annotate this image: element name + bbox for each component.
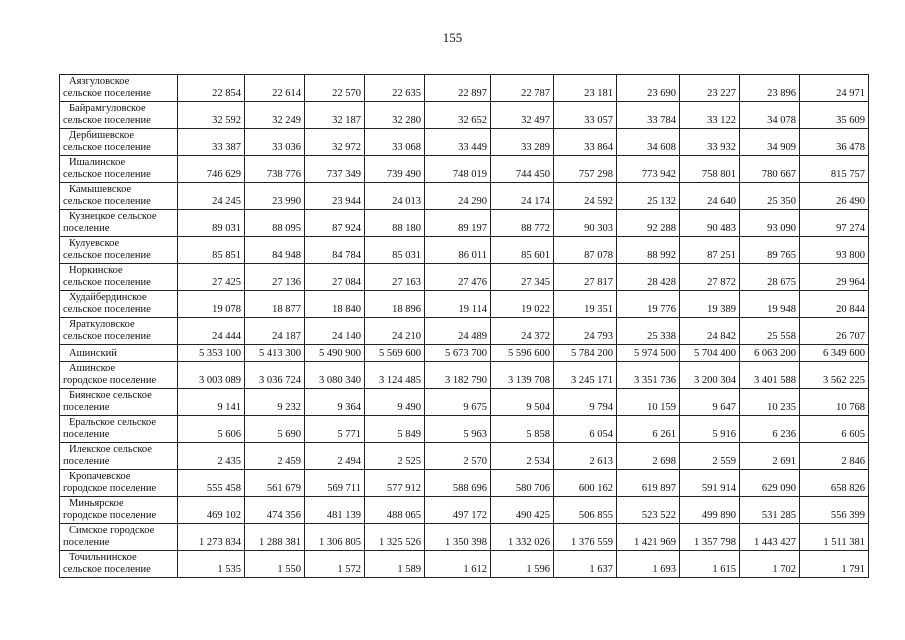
settlement-name-cell <box>60 345 178 362</box>
value-cell: 25 338 <box>617 318 680 345</box>
value-cell: 23 181 <box>554 75 617 102</box>
value-cell: 27 345 <box>491 264 554 291</box>
value-cell: 658 826 <box>800 470 869 497</box>
settlement-name-line2: сельское поселение <box>63 196 151 207</box>
value-cell: 488 065 <box>365 497 425 524</box>
settlement-name-line1: Ишалинское <box>69 157 126 168</box>
table-row <box>60 389 869 416</box>
value-cell: 1 350 398 <box>425 524 491 551</box>
value-cell: 87 078 <box>554 237 617 264</box>
page-number: 155 <box>442 30 463 45</box>
value-cell: 773 942 <box>617 156 680 183</box>
value-cell: 26 707 <box>800 318 869 345</box>
value-cell: 569 711 <box>305 470 365 497</box>
value-cell: 25 132 <box>617 183 680 210</box>
value-cell: 93 800 <box>800 237 869 264</box>
value-cell: 34 909 <box>740 129 800 156</box>
value-cell: 88 180 <box>365 210 425 237</box>
value-cell: 5 704 400 <box>680 345 740 362</box>
value-cell: 23 990 <box>245 183 305 210</box>
table-row <box>60 183 869 210</box>
value-cell: 556 399 <box>800 497 869 524</box>
value-cell: 24 013 <box>365 183 425 210</box>
value-cell: 33 036 <box>245 129 305 156</box>
value-cell: 3 139 708 <box>491 362 554 389</box>
value-cell: 25 558 <box>740 318 800 345</box>
value-cell: 27 425 <box>178 264 245 291</box>
value-cell: 474 356 <box>245 497 305 524</box>
value-cell: 6 063 200 <box>740 345 800 362</box>
value-cell: 757 298 <box>554 156 617 183</box>
value-cell: 469 102 <box>178 497 245 524</box>
settlement-name-line1: Еральское сельское <box>69 417 157 428</box>
value-cell: 32 972 <box>305 129 365 156</box>
value-cell: 27 163 <box>365 264 425 291</box>
settlement-name-cell <box>60 470 178 497</box>
value-cell: 2 525 <box>365 443 425 470</box>
value-cell: 3 124 485 <box>365 362 425 389</box>
value-cell: 18 840 <box>305 291 365 318</box>
value-cell: 24 245 <box>178 183 245 210</box>
value-cell: 33 784 <box>617 102 680 129</box>
value-cell: 33 057 <box>554 102 617 129</box>
table-row <box>60 362 869 389</box>
value-cell: 1 325 526 <box>365 524 425 551</box>
value-cell: 577 912 <box>365 470 425 497</box>
value-cell: 22 897 <box>425 75 491 102</box>
value-cell: 85 601 <box>491 237 554 264</box>
value-cell: 90 303 <box>554 210 617 237</box>
value-cell: 24 971 <box>800 75 869 102</box>
settlement-name-cell <box>60 237 178 264</box>
settlement-name-line2: сельское поселение <box>63 88 151 99</box>
value-cell: 744 450 <box>491 156 554 183</box>
value-cell: 2 846 <box>800 443 869 470</box>
value-cell: 9 232 <box>245 389 305 416</box>
value-cell: 33 122 <box>680 102 740 129</box>
value-cell: 22 570 <box>305 75 365 102</box>
value-cell: 3 003 089 <box>178 362 245 389</box>
value-cell: 6 054 <box>554 416 617 443</box>
value-cell: 24 842 <box>680 318 740 345</box>
value-cell: 24 140 <box>305 318 365 345</box>
value-cell: 22 614 <box>245 75 305 102</box>
settlement-name-cell <box>60 291 178 318</box>
value-cell: 523 522 <box>617 497 680 524</box>
value-cell: 6 236 <box>740 416 800 443</box>
value-cell: 32 652 <box>425 102 491 129</box>
value-cell: 6 261 <box>617 416 680 443</box>
settlement-name-line2: сельское поселение <box>63 115 151 126</box>
settlement-name-line2: сельское поселение <box>63 169 151 180</box>
value-cell: 26 490 <box>800 183 869 210</box>
settlement-name-line2: сельское поселение <box>63 564 151 575</box>
value-cell: 23 227 <box>680 75 740 102</box>
value-cell: 490 425 <box>491 497 554 524</box>
value-cell: 10 235 <box>740 389 800 416</box>
value-cell: 19 114 <box>425 291 491 318</box>
table-row <box>60 75 869 102</box>
value-cell: 1 791 <box>800 551 869 578</box>
value-cell: 3 351 736 <box>617 362 680 389</box>
value-cell: 18 877 <box>245 291 305 318</box>
table-body <box>60 75 869 578</box>
settlement-budget-table <box>59 74 869 578</box>
value-cell: 88 095 <box>245 210 305 237</box>
value-cell: 9 794 <box>554 389 617 416</box>
table-row <box>60 102 869 129</box>
value-cell: 19 776 <box>617 291 680 318</box>
settlement-name-line2: поселение <box>63 402 110 413</box>
value-cell: 2 435 <box>178 443 245 470</box>
value-cell: 2 494 <box>305 443 365 470</box>
value-cell: 19 351 <box>554 291 617 318</box>
value-cell: 5 673 700 <box>425 345 491 362</box>
table-row <box>60 443 869 470</box>
value-cell: 27 136 <box>245 264 305 291</box>
value-cell: 89 031 <box>178 210 245 237</box>
value-cell: 5 413 300 <box>245 345 305 362</box>
value-cell: 5 353 100 <box>178 345 245 362</box>
value-cell: 561 679 <box>245 470 305 497</box>
value-cell: 780 667 <box>740 156 800 183</box>
value-cell: 9 675 <box>425 389 491 416</box>
table-row <box>60 291 869 318</box>
settlement-name-cell <box>60 318 178 345</box>
value-cell: 6 605 <box>800 416 869 443</box>
value-cell: 18 896 <box>365 291 425 318</box>
value-cell: 84 784 <box>305 237 365 264</box>
table-row <box>60 156 869 183</box>
settlement-name-line2: сельское поселение <box>63 250 151 261</box>
value-cell: 5 490 900 <box>305 345 365 362</box>
settlement-name-line1: Ашинский <box>69 348 117 359</box>
value-cell: 506 855 <box>554 497 617 524</box>
value-cell: 3 182 790 <box>425 362 491 389</box>
value-cell: 9 141 <box>178 389 245 416</box>
value-cell: 6 349 600 <box>800 345 869 362</box>
value-cell: 1 535 <box>178 551 245 578</box>
value-cell: 93 090 <box>740 210 800 237</box>
value-cell: 3 245 171 <box>554 362 617 389</box>
value-cell: 497 172 <box>425 497 491 524</box>
table-row <box>60 524 869 551</box>
value-cell: 84 948 <box>245 237 305 264</box>
settlement-name-cell <box>60 75 178 102</box>
value-cell: 85 031 <box>365 237 425 264</box>
value-cell: 89 765 <box>740 237 800 264</box>
value-cell: 5 771 <box>305 416 365 443</box>
value-cell: 1 511 381 <box>800 524 869 551</box>
value-cell: 20 844 <box>800 291 869 318</box>
settlement-name-line1: Илекское сельское <box>69 444 152 455</box>
settlement-name-line1: Ашинское <box>69 363 116 374</box>
value-cell: 1 572 <box>305 551 365 578</box>
settlement-name-line2: сельское поселение <box>63 277 151 288</box>
settlement-name-cell <box>60 210 178 237</box>
value-cell: 591 914 <box>680 470 740 497</box>
value-cell: 3 562 225 <box>800 362 869 389</box>
value-cell: 619 897 <box>617 470 680 497</box>
settlement-name-line1: Кропачевское <box>69 471 131 482</box>
value-cell: 97 274 <box>800 210 869 237</box>
value-cell: 1 702 <box>740 551 800 578</box>
value-cell: 10 768 <box>800 389 869 416</box>
value-cell: 9 504 <box>491 389 554 416</box>
value-cell: 748 019 <box>425 156 491 183</box>
value-cell: 3 036 724 <box>245 362 305 389</box>
value-cell: 1 596 <box>491 551 554 578</box>
value-cell: 32 187 <box>305 102 365 129</box>
value-cell: 629 090 <box>740 470 800 497</box>
value-cell: 24 372 <box>491 318 554 345</box>
value-cell: 24 640 <box>680 183 740 210</box>
value-cell: 23 944 <box>305 183 365 210</box>
settlement-name-line2: городское поселение <box>63 483 157 494</box>
value-cell: 19 022 <box>491 291 554 318</box>
value-cell: 5 606 <box>178 416 245 443</box>
settlement-name-line2: поселение <box>63 456 110 467</box>
settlement-name-line2: городское поселение <box>63 375 157 386</box>
settlement-name-cell <box>60 524 178 551</box>
settlement-name-cell <box>60 183 178 210</box>
value-cell: 2 691 <box>740 443 800 470</box>
table-row <box>60 318 869 345</box>
settlement-name-line1: Кулуевское <box>69 238 120 249</box>
settlement-name-line1: Камышевское <box>69 184 132 195</box>
settlement-name-line2: сельское поселение <box>63 331 151 342</box>
settlement-name-line1: Худайбердинское <box>69 292 147 303</box>
value-cell: 1 693 <box>617 551 680 578</box>
value-cell: 19 078 <box>178 291 245 318</box>
settlement-name-cell <box>60 156 178 183</box>
settlement-name-line1: Кузнецкое сельское <box>69 211 157 222</box>
value-cell: 23 690 <box>617 75 680 102</box>
table-row <box>60 497 869 524</box>
settlement-name-line1: Симское городское <box>69 525 155 536</box>
value-cell: 36 478 <box>800 129 869 156</box>
value-cell: 9 490 <box>365 389 425 416</box>
settlement-name-cell <box>60 416 178 443</box>
value-cell: 499 890 <box>680 497 740 524</box>
value-cell: 1 589 <box>365 551 425 578</box>
settlement-name-line1: Дербишевское <box>69 130 135 141</box>
value-cell: 2 534 <box>491 443 554 470</box>
value-cell: 32 280 <box>365 102 425 129</box>
value-cell: 3 200 304 <box>680 362 740 389</box>
value-cell: 19 948 <box>740 291 800 318</box>
value-cell: 28 428 <box>617 264 680 291</box>
value-cell: 9 647 <box>680 389 740 416</box>
value-cell: 24 444 <box>178 318 245 345</box>
settlement-name-line1: Аязгуловское <box>69 76 130 87</box>
value-cell: 28 675 <box>740 264 800 291</box>
value-cell: 1 421 969 <box>617 524 680 551</box>
value-cell: 24 489 <box>425 318 491 345</box>
value-cell: 86 011 <box>425 237 491 264</box>
value-cell: 27 084 <box>305 264 365 291</box>
value-cell: 746 629 <box>178 156 245 183</box>
value-cell: 2 698 <box>617 443 680 470</box>
table-row <box>60 237 869 264</box>
value-cell: 3 080 340 <box>305 362 365 389</box>
settlement-name-line1: Норкинское <box>69 265 123 276</box>
value-cell: 737 349 <box>305 156 365 183</box>
value-cell: 1 615 <box>680 551 740 578</box>
value-cell: 24 174 <box>491 183 554 210</box>
value-cell: 739 490 <box>365 156 425 183</box>
value-cell: 5 849 <box>365 416 425 443</box>
table-row <box>60 416 869 443</box>
settlement-name-cell <box>60 497 178 524</box>
settlement-name-cell <box>60 102 178 129</box>
value-cell: 531 285 <box>740 497 800 524</box>
value-cell: 88 992 <box>617 237 680 264</box>
value-cell: 1 637 <box>554 551 617 578</box>
value-cell: 1 376 559 <box>554 524 617 551</box>
table-row <box>60 551 869 578</box>
value-cell: 588 696 <box>425 470 491 497</box>
value-cell: 32 592 <box>178 102 245 129</box>
settlement-name-line1: Яраткуловское <box>69 319 135 330</box>
settlement-name-line2: поселение <box>63 429 110 440</box>
value-cell: 24 187 <box>245 318 305 345</box>
table-row <box>60 470 869 497</box>
value-cell: 9 364 <box>305 389 365 416</box>
settlement-name-cell <box>60 264 178 291</box>
value-cell: 5 916 <box>680 416 740 443</box>
value-cell: 23 896 <box>740 75 800 102</box>
value-cell: 19 389 <box>680 291 740 318</box>
value-cell: 2 570 <box>425 443 491 470</box>
value-cell: 22 787 <box>491 75 554 102</box>
settlement-name-line1: Миньярское <box>69 498 124 509</box>
value-cell: 27 817 <box>554 264 617 291</box>
value-cell: 3 401 588 <box>740 362 800 389</box>
value-cell: 1 332 026 <box>491 524 554 551</box>
value-cell: 24 210 <box>365 318 425 345</box>
settlement-name-cell <box>60 362 178 389</box>
value-cell: 2 613 <box>554 443 617 470</box>
table-row <box>60 264 869 291</box>
value-cell: 24 793 <box>554 318 617 345</box>
value-cell: 2 459 <box>245 443 305 470</box>
value-cell: 22 635 <box>365 75 425 102</box>
value-cell: 481 139 <box>305 497 365 524</box>
value-cell: 87 251 <box>680 237 740 264</box>
value-cell: 32 497 <box>491 102 554 129</box>
value-cell: 29 964 <box>800 264 869 291</box>
value-cell: 32 249 <box>245 102 305 129</box>
value-cell: 25 350 <box>740 183 800 210</box>
value-cell: 1 357 798 <box>680 524 740 551</box>
value-cell: 738 776 <box>245 156 305 183</box>
value-cell: 22 854 <box>178 75 245 102</box>
value-cell: 33 932 <box>680 129 740 156</box>
value-cell: 33 449 <box>425 129 491 156</box>
value-cell: 5 963 <box>425 416 491 443</box>
value-cell: 600 162 <box>554 470 617 497</box>
value-cell: 815 757 <box>800 156 869 183</box>
value-cell: 5 858 <box>491 416 554 443</box>
value-cell: 87 924 <box>305 210 365 237</box>
settlement-name-line1: Точильнинское <box>69 552 137 563</box>
value-cell: 34 078 <box>740 102 800 129</box>
value-cell: 5 784 200 <box>554 345 617 362</box>
value-cell: 1 273 834 <box>178 524 245 551</box>
value-cell: 33 289 <box>491 129 554 156</box>
value-cell: 92 288 <box>617 210 680 237</box>
settlement-name-cell <box>60 551 178 578</box>
settlement-name-line2: поселение <box>63 223 110 234</box>
value-cell: 35 609 <box>800 102 869 129</box>
value-cell: 24 290 <box>425 183 491 210</box>
table-row <box>60 345 869 362</box>
settlement-name-line1: Биянское сельское <box>69 390 152 401</box>
value-cell: 33 864 <box>554 129 617 156</box>
value-cell: 1 288 381 <box>245 524 305 551</box>
value-cell: 27 872 <box>680 264 740 291</box>
value-cell: 5 569 600 <box>365 345 425 362</box>
value-cell: 88 772 <box>491 210 554 237</box>
table-row <box>60 210 869 237</box>
settlement-name-line2: поселение <box>63 537 110 548</box>
value-cell: 1 612 <box>425 551 491 578</box>
table-row <box>60 129 869 156</box>
value-cell: 10 159 <box>617 389 680 416</box>
value-cell: 24 592 <box>554 183 617 210</box>
settlement-name-cell <box>60 443 178 470</box>
value-cell: 33 387 <box>178 129 245 156</box>
value-cell: 33 068 <box>365 129 425 156</box>
value-cell: 85 851 <box>178 237 245 264</box>
value-cell: 758 801 <box>680 156 740 183</box>
settlement-name-line2: городское поселение <box>63 510 157 521</box>
value-cell: 1 306 805 <box>305 524 365 551</box>
value-cell: 1 550 <box>245 551 305 578</box>
value-cell: 580 706 <box>491 470 554 497</box>
value-cell: 5 596 600 <box>491 345 554 362</box>
settlement-name-line2: сельское поселение <box>63 142 151 153</box>
settlement-name-line2: сельское поселение <box>63 304 151 315</box>
value-cell: 90 483 <box>680 210 740 237</box>
value-cell: 1 443 427 <box>740 524 800 551</box>
settlement-name-cell <box>60 129 178 156</box>
value-cell: 89 197 <box>425 210 491 237</box>
value-cell: 27 476 <box>425 264 491 291</box>
value-cell: 555 458 <box>178 470 245 497</box>
settlement-name-cell <box>60 389 178 416</box>
value-cell: 2 559 <box>680 443 740 470</box>
value-cell: 5 974 500 <box>617 345 680 362</box>
settlement-name-line1: Байрамгуловское <box>69 103 146 114</box>
value-cell: 5 690 <box>245 416 305 443</box>
value-cell: 34 608 <box>617 129 680 156</box>
